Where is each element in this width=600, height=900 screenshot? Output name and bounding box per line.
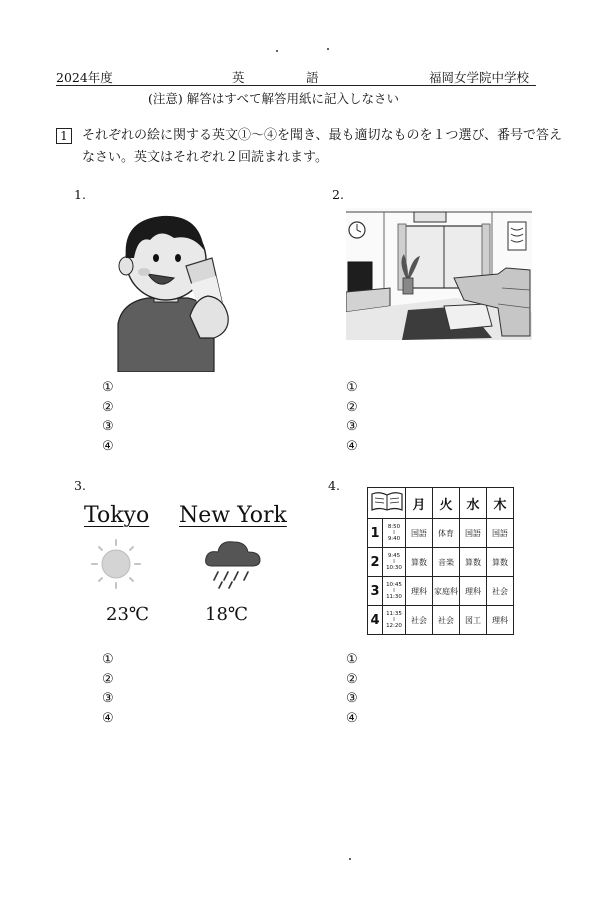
timetable-row [368,606,514,635]
school-name: 福岡女学院中学校 [429,70,530,85]
item-2-option-3: ③ [346,419,358,434]
item-3-label: 3. [74,478,86,493]
period-number: 1 [368,519,383,548]
item-1-option-2: ② [102,399,114,415]
instruction-line-2: なさい。英文はそれぞれ２回読まれます。 [82,150,328,165]
city-name-newyork: New York [179,503,287,528]
subject-cell: 算数 [406,548,433,577]
item-4-label: 4. [328,478,340,493]
instruction-line-1: それぞれの絵に関する英文①～④を聞き、最も適切なものを１つ選び、番号で答え [82,128,562,143]
item-1-options [102,378,114,456]
temperature-newyork: 18℃ [205,604,249,625]
subject-cell: 家庭科 [433,577,460,606]
item-2-option-2: ② [346,399,358,415]
rain-cloud-icon [202,536,264,592]
timetable-corner [368,488,406,519]
scan-speck [276,50,278,52]
subject-cell: 国語 [406,519,433,548]
item-3-option-1: ① [102,652,114,667]
notice-text: (注意) 解答はすべて解答用紙に記入しなさい [148,91,399,106]
item-4-option-2: ② [346,671,358,687]
subject-cell: 国語 [460,519,487,548]
subject-cell: 社会 [433,606,460,635]
item-1-option-1: ① [102,380,114,395]
item-3-options [102,650,114,728]
item-2-label: 2. [332,187,344,202]
period-time: 11:35 l 12:20 [383,606,406,635]
item-3-option-2: ② [102,671,114,687]
subject-cell: 理科 [460,577,487,606]
item-2-options [346,378,358,456]
item-1-option-4: ④ [102,438,114,454]
header-rule [56,85,536,86]
subject-cell: 図工 [460,606,487,635]
book-icon [370,490,404,512]
timetable-row [368,548,514,577]
question-number-box: 1 [56,128,72,144]
question-instruction [82,125,562,169]
city-name-tokyo: Tokyo [84,503,150,528]
subject-cell: 社会 [487,577,514,606]
item-4-options [346,650,358,728]
temperature-tokyo: 23℃ [106,604,150,625]
subject-cell: 算数 [460,548,487,577]
timetable-row [368,519,514,548]
subject-cell: 国語 [487,519,514,548]
period-time: 10:45 l 11:30 [383,577,406,606]
subject-cell: 理科 [406,577,433,606]
sun-icon [88,538,144,590]
item-2-option-1: ① [346,380,358,395]
period-time: 9:45 l 10:30 [383,548,406,577]
item-4-option-3: ③ [346,691,358,706]
period-number: 2 [368,548,383,577]
living-room-illustration [346,208,532,340]
subject-cell: 社会 [406,606,433,635]
exam-year: 2024年度 [56,70,113,85]
period-time: 8:50 l 9:40 [383,519,406,548]
item-4-option-1: ① [346,652,358,667]
subject-cell: 音楽 [433,548,460,577]
item-3-option-3: ③ [102,691,114,706]
day-header-wed: 水 [460,488,487,519]
boy-drinking-illustration [104,206,234,372]
subject-cell: 体育 [433,519,460,548]
subject-cell: 算数 [487,548,514,577]
exam-subject-char2: 語 [306,70,319,85]
exam-subject-char1: 英 [232,70,245,85]
day-header-tue: 火 [433,488,460,519]
class-timetable [367,487,514,635]
item-3-option-4: ④ [102,710,114,726]
item-4-option-4: ④ [346,710,358,726]
period-number: 3 [368,577,383,606]
period-number: 4 [368,606,383,635]
item-1-option-3: ③ [102,419,114,434]
day-header-thu: 木 [487,488,514,519]
item-2-option-4: ④ [346,438,358,454]
day-header-mon: 月 [406,488,433,519]
item-1-label: 1. [74,187,86,202]
subject-cell: 理科 [487,606,514,635]
scan-speck [349,858,351,860]
scan-speck [327,48,329,50]
timetable-row [368,577,514,606]
